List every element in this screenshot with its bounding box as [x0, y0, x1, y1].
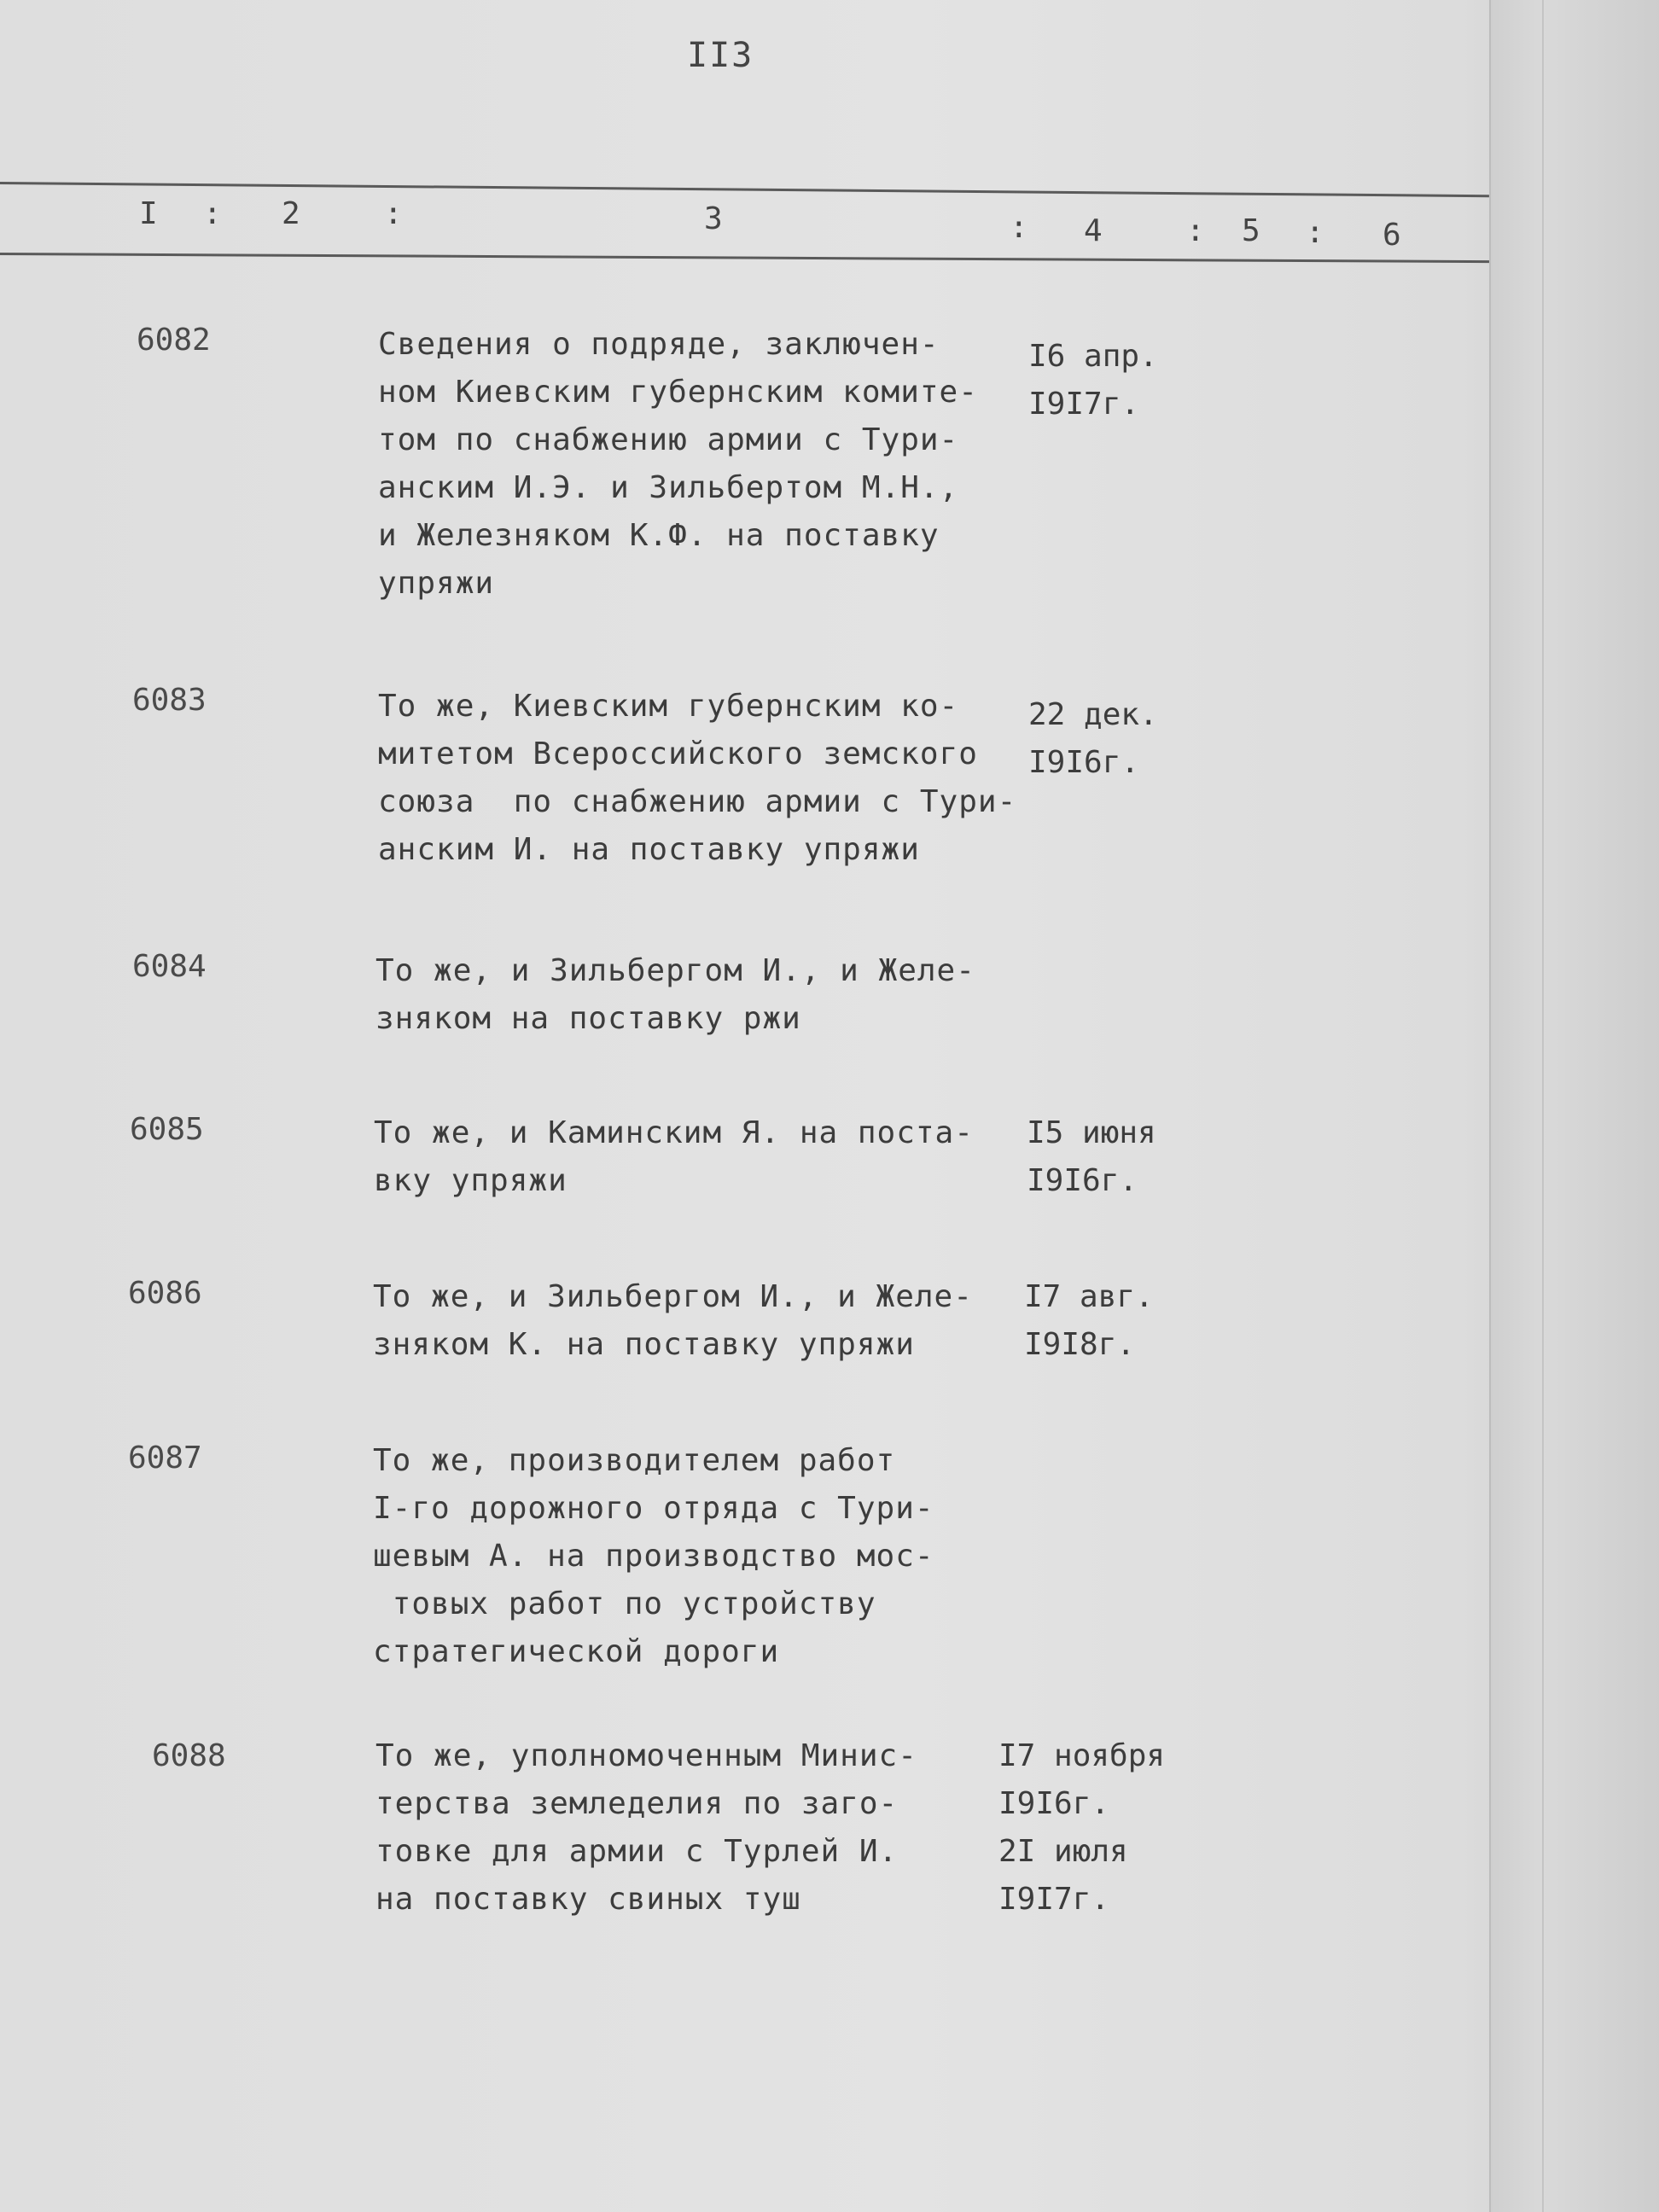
- record-title: То же, уполномоченным Минис- терства земледелия по загo- товке для армии с Турлей И. на поставку свиных туш: [375, 1738, 917, 1917]
- column-header-separator: :: [203, 196, 222, 231]
- sheet-fold-line: [1542, 0, 1544, 2212]
- record-date: 22 дек. I9I6г.: [1028, 697, 1158, 780]
- record-date: I6 апр. I9I7г.: [1028, 339, 1158, 422]
- record-date: I7 ноября I9I6г. 2I июля I9I7г.: [998, 1738, 1166, 1917]
- record-title: То же, и Каминским Я. на поста- вку упряжи: [374, 1115, 974, 1198]
- column-header-4: 4: [1084, 213, 1103, 248]
- record-number: 6086: [128, 1276, 202, 1311]
- record-number: 6088: [152, 1738, 226, 1773]
- underlying-sheet-edge: [1489, 0, 1659, 2212]
- column-header-5: 5: [1242, 213, 1260, 248]
- column-header-separator: :: [1010, 210, 1028, 245]
- header-rule-bottom: [0, 253, 1489, 263]
- record-number: 6083: [132, 683, 207, 718]
- column-header-separator: :: [384, 196, 403, 231]
- record-date: I5 июня I9I6г.: [1027, 1115, 1156, 1198]
- page-number: II3: [687, 36, 754, 75]
- record-title: Сведения о подряде, заключен- ном Киевским губернским комите- том по снабжению армии с Тури- анским И.Э. и Зильбертом М.Н., и Железняком К.Ф. на поставку упряжи: [378, 327, 978, 601]
- record-number: 6087: [128, 1441, 202, 1476]
- record-number: 6085: [130, 1112, 204, 1147]
- column-header-2: 2: [282, 196, 300, 231]
- record-number: 6082: [137, 323, 211, 358]
- column-header-separator: :: [1306, 215, 1324, 250]
- column-header-6: 6: [1382, 218, 1401, 253]
- record-title: То же, Киевским губернским ко- митетом Всероссийского земского союза по снабжению армии с Тури- анским И. на поставку упряжи: [378, 689, 1017, 867]
- column-header-1: I: [139, 196, 158, 231]
- column-header-3: 3: [704, 201, 723, 236]
- record-date: I7 авг. I9I8г.: [1024, 1279, 1154, 1362]
- column-header-separator: :: [1186, 213, 1205, 248]
- header-rule-top: [0, 182, 1489, 197]
- record-title: То же, и Зильбергом И., и Желе- зняком на поставку ржи: [375, 953, 975, 1036]
- record-title: То же, производителем работ I-го дорожного отряда с Тури- шевым А. на производство мос- товых работ по устройству стратегической дороги: [373, 1443, 934, 1669]
- record-number: 6084: [132, 949, 207, 984]
- record-title: То же, и Зильбергом И., и Желе- зняком К. на поставку упряжи: [373, 1279, 973, 1362]
